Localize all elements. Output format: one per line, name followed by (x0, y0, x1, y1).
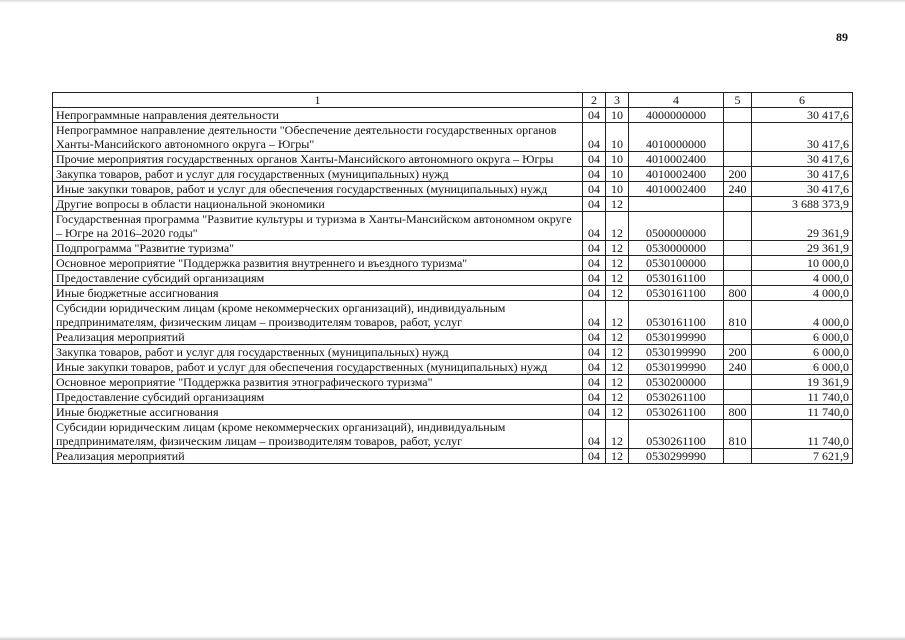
row-description: Иные бюджетные ассигнования (53, 405, 583, 420)
table-row (53, 375, 853, 390)
table-row (53, 167, 853, 182)
header-col-5: 5 (724, 93, 752, 108)
row-amount: 4 000,0 (752, 271, 853, 286)
row-section-code: 04 (583, 286, 606, 301)
row-target-article: 0530299990 (629, 449, 724, 464)
table-row (53, 301, 853, 330)
row-description: Иные закупки товаров, работ и услуг для обеспечения государственных (муниципальных) нужд (53, 182, 583, 197)
row-expense-type (724, 390, 752, 405)
table-row (53, 152, 853, 167)
budget-table (52, 92, 853, 464)
row-section-code: 04 (583, 152, 606, 167)
row-expense-type (724, 256, 752, 271)
row-subsection-code: 12 (606, 256, 629, 271)
row-amount: 11 740,0 (752, 420, 853, 449)
row-expense-type (724, 330, 752, 345)
row-expense-type: 240 (724, 182, 752, 197)
header-col-2: 2 (583, 93, 606, 108)
row-amount: 4 000,0 (752, 301, 853, 330)
table-row (53, 212, 853, 241)
row-expense-type (724, 271, 752, 286)
scan-edge-bottom (0, 636, 905, 640)
row-target-article: 0500000000 (629, 212, 724, 241)
row-amount: 29 361,9 (752, 212, 853, 241)
row-description: Реализация мероприятий (53, 330, 583, 345)
row-description: Субсидии юридическим лицам (кроме некоммерческих организаций), индивидуальным предпринимателям, физическим лицам – производителям товаров, работ, услуг (53, 420, 583, 449)
row-description: Иные закупки товаров, работ и услуг для обеспечения государственных (муниципальных) нужд (53, 360, 583, 375)
row-expense-type: 200 (724, 345, 752, 360)
row-description: Закупка товаров, работ и услуг для государственных (муниципальных) нужд (53, 345, 583, 360)
row-amount: 29 361,9 (752, 241, 853, 256)
row-section-code: 04 (583, 123, 606, 152)
row-subsection-code: 12 (606, 420, 629, 449)
row-section-code: 04 (583, 167, 606, 182)
row-description: Субсидии юридическим лицам (кроме некоммерческих организаций), индивидуальным предпринимателям, физическим лицам – производителям товаров, работ, услуг (53, 301, 583, 330)
row-target-article: 0530199990 (629, 330, 724, 345)
row-description: Непрограммное направление деятельности "Обеспечение деятельности государственных органов Ханты-Мансийского автономного округа – Югры" (53, 123, 583, 152)
row-amount: 6 000,0 (752, 360, 853, 375)
row-target-article: 0530161100 (629, 286, 724, 301)
row-subsection-code: 12 (606, 241, 629, 256)
row-amount: 11 740,0 (752, 405, 853, 420)
row-expense-type: 800 (724, 405, 752, 420)
header-col-4: 4 (629, 93, 724, 108)
row-amount: 7 621,9 (752, 449, 853, 464)
row-target-article (629, 197, 724, 212)
table-row (53, 405, 853, 420)
row-amount: 19 361,9 (752, 375, 853, 390)
row-section-code: 04 (583, 449, 606, 464)
row-amount: 30 417,6 (752, 123, 853, 152)
row-subsection-code: 12 (606, 330, 629, 345)
row-section-code: 04 (583, 420, 606, 449)
row-description: Подпрограмма "Развитие туризма" (53, 241, 583, 256)
table-row (53, 390, 853, 405)
row-amount: 30 417,6 (752, 167, 853, 182)
row-target-article: 4010002400 (629, 167, 724, 182)
row-expense-type: 240 (724, 360, 752, 375)
row-section-code: 04 (583, 405, 606, 420)
row-amount: 4 000,0 (752, 286, 853, 301)
row-section-code: 04 (583, 330, 606, 345)
row-description: Закупка товаров, работ и услуг для государственных (муниципальных) нужд (53, 167, 583, 182)
table-body (53, 108, 853, 464)
table-row (53, 330, 853, 345)
row-description: Основное мероприятие "Поддержка развития внутреннего и въездного туризма" (53, 256, 583, 271)
table-row (53, 182, 853, 197)
row-expense-type (724, 241, 752, 256)
table-row (53, 345, 853, 360)
row-section-code: 04 (583, 301, 606, 330)
row-description: Прочие мероприятия государственных органов Ханты-Мансийского автономного округа – Югры (53, 152, 583, 167)
row-subsection-code: 12 (606, 271, 629, 286)
row-target-article: 0530200000 (629, 375, 724, 390)
row-section-code: 04 (583, 212, 606, 241)
row-subsection-code: 12 (606, 375, 629, 390)
row-target-article: 0530261100 (629, 390, 724, 405)
row-amount: 11 740,0 (752, 390, 853, 405)
row-target-article: 0530199990 (629, 360, 724, 375)
row-section-code: 04 (583, 182, 606, 197)
row-section-code: 04 (583, 390, 606, 405)
table-header-row (53, 93, 853, 108)
row-target-article: 0530161100 (629, 271, 724, 286)
row-subsection-code: 12 (606, 286, 629, 301)
row-subsection-code: 10 (606, 167, 629, 182)
row-description: Основное мероприятие "Поддержка развития этнографического туризма" (53, 375, 583, 390)
row-target-article: 0530261100 (629, 405, 724, 420)
row-amount: 30 417,6 (752, 108, 853, 123)
row-subsection-code: 12 (606, 390, 629, 405)
row-section-code: 04 (583, 256, 606, 271)
row-section-code: 04 (583, 375, 606, 390)
row-target-article: 4010002400 (629, 152, 724, 167)
row-description: Непрограммные направления деятельности (53, 108, 583, 123)
row-description: Государственная программа "Развитие культуры и туризма в Ханты-Мансийском автономном округе – Югре на 2016–2020 годы" (53, 212, 583, 241)
row-target-article: 0530161100 (629, 301, 724, 330)
row-subsection-code: 10 (606, 182, 629, 197)
row-amount: 10 000,0 (752, 256, 853, 271)
row-subsection-code: 12 (606, 301, 629, 330)
row-section-code: 04 (583, 271, 606, 286)
row-subsection-code: 12 (606, 345, 629, 360)
row-description: Предоставление субсидий организациям (53, 390, 583, 405)
table-row (53, 286, 853, 301)
row-amount: 6 000,0 (752, 345, 853, 360)
row-subsection-code: 12 (606, 405, 629, 420)
row-expense-type (724, 123, 752, 152)
scan-edge-top (0, 0, 905, 3)
row-section-code: 04 (583, 360, 606, 375)
row-target-article: 0530199990 (629, 345, 724, 360)
page-number: 89 (836, 30, 848, 44)
table-row (53, 271, 853, 286)
row-section-code: 04 (583, 345, 606, 360)
row-section-code: 04 (583, 241, 606, 256)
row-section-code: 04 (583, 197, 606, 212)
row-description: Реализация мероприятий (53, 449, 583, 464)
row-subsection-code: 12 (606, 449, 629, 464)
row-target-article: 4000000000 (629, 108, 724, 123)
row-subsection-code: 12 (606, 197, 629, 212)
table-row (53, 449, 853, 464)
row-expense-type (724, 212, 752, 241)
table-row (53, 420, 853, 449)
table-row (53, 197, 853, 212)
row-subsection-code: 10 (606, 152, 629, 167)
row-expense-type: 810 (724, 301, 752, 330)
table-row (53, 256, 853, 271)
row-subsection-code: 10 (606, 123, 629, 152)
row-description: Иные бюджетные ассигнования (53, 286, 583, 301)
row-target-article: 0530000000 (629, 241, 724, 256)
row-expense-type: 200 (724, 167, 752, 182)
header-col-1: 1 (53, 93, 583, 108)
header-col-6: 6 (752, 93, 853, 108)
row-subsection-code: 12 (606, 212, 629, 241)
row-amount: 30 417,6 (752, 152, 853, 167)
row-description: Другие вопросы в области национальной экономики (53, 197, 583, 212)
row-subsection-code: 10 (606, 108, 629, 123)
row-expense-type (724, 197, 752, 212)
row-subsection-code: 12 (606, 360, 629, 375)
row-expense-type (724, 375, 752, 390)
row-target-article: 4010002400 (629, 182, 724, 197)
row-target-article: 0530261100 (629, 420, 724, 449)
table-row (53, 123, 853, 152)
row-amount: 3 688 373,9 (752, 197, 853, 212)
row-expense-type (724, 449, 752, 464)
table-row (53, 360, 853, 375)
row-amount: 6 000,0 (752, 330, 853, 345)
row-target-article: 0530100000 (629, 256, 724, 271)
row-expense-type: 810 (724, 420, 752, 449)
table-row (53, 241, 853, 256)
table-row (53, 108, 853, 123)
row-expense-type: 800 (724, 286, 752, 301)
row-expense-type (724, 152, 752, 167)
row-section-code: 04 (583, 108, 606, 123)
row-description: Предоставление субсидий организациям (53, 271, 583, 286)
header-col-3: 3 (606, 93, 629, 108)
row-target-article: 4010000000 (629, 123, 724, 152)
row-amount: 30 417,6 (752, 182, 853, 197)
row-expense-type (724, 108, 752, 123)
